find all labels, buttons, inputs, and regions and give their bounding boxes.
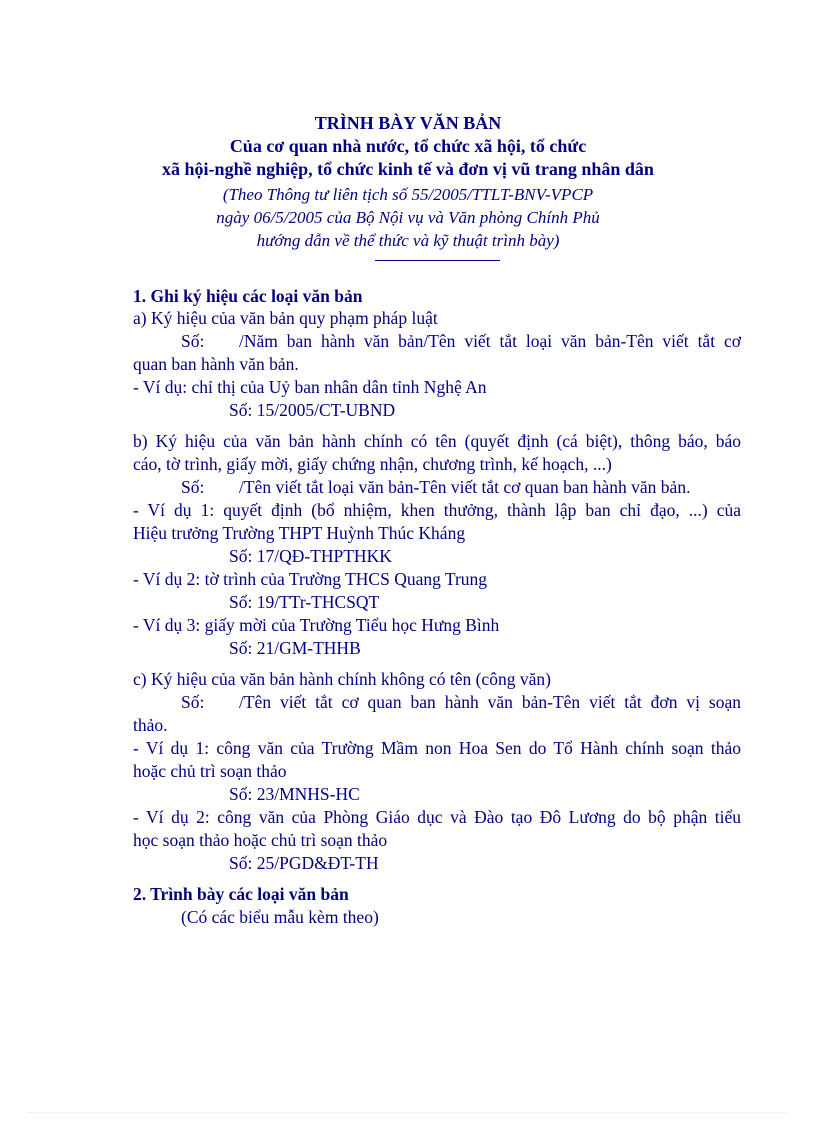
item-a-example-number: Số: 15/2005/CT-UBND [229, 400, 396, 420]
section-2-note: (Có các biểu mẫu kèm theo) [181, 907, 379, 927]
item-b-example-3: - Ví dụ 3: giấy mời của Trường Tiểu học Hưng Bình [133, 615, 500, 635]
legal-basis-line-2: ngày 06/5/2005 của Bộ Nội vụ và Văn phòng Chính Phủ [216, 208, 600, 227]
item-c-format-line-1 [181, 691, 741, 714]
item-c-format-text: /Tên viết tắt cơ quan ban hành văn bản-Tên viết tắt đơn vị soạn [239, 692, 741, 712]
so-label: Số: [181, 692, 205, 712]
header-divider [375, 260, 500, 261]
item-c-example-1-number: Số: 23/MNHS-HC [229, 784, 360, 804]
item-a-format-line-1 [181, 330, 741, 353]
item-b-example-1-number: Số: 17/QĐ-THPTHKK [229, 546, 392, 566]
item-b-example-1-line-2: Hiệu trưởng Trường THPT Huỳnh Thúc Kháng [133, 523, 466, 543]
item-b-example-1-line-1: - Ví dụ 1: quyết định (bổ nhiệm, khen thưởng, thành lập ban chỉ đạo, ...) của [133, 500, 741, 520]
section-1-heading: 1. Ghi ký hiệu các loại văn bản [133, 286, 363, 306]
item-b-example-2-number: Số: 19/TTr-THCSQT [229, 592, 380, 612]
item-c-example-2-number: Số: 25/PGD&ĐT-TH [229, 853, 379, 873]
legal-basis-line-3: hướng dẫn về thể thức và kỹ thuật trình bày) [256, 231, 560, 250]
item-c-example-1-line-1: - Ví dụ 1: công văn của Trường Mầm non Hoa Sen do Tổ Hành chính soạn thảo [133, 738, 741, 758]
item-c-label: c) Ký hiệu của văn bản hành chính không có tên (công văn) [133, 669, 551, 689]
document-title: TRÌNH BÀY VĂN BẢN [314, 113, 502, 133]
item-b-format [181, 476, 741, 499]
document-subtitle-line-1: Của cơ quan nhà nước, tổ chức xã hội, tổ chức [229, 136, 587, 156]
item-a-label: a) Ký hiệu của văn bản quy phạm pháp luật [133, 308, 438, 328]
legal-basis-line-1: (Theo Thông tư liên tịch số 55/2005/TTLT-BNV-VPCP [222, 185, 594, 204]
item-c-example-2-line-1: - Ví dụ 2: công văn của Phòng Giáo dục và Đào tạo Đô Lương do bộ phận tiểu [133, 807, 741, 827]
item-b-format-text: /Tên viết tắt loại văn bản-Tên viết tắt cơ quan ban hành văn bản. [239, 477, 691, 497]
item-a-format-line-2: quan ban hành văn bản. [133, 354, 299, 374]
item-c-example-2-line-2: học soạn thảo hoặc chủ trì soạn thảo [133, 830, 388, 850]
item-c-format-line-2: thảo. [133, 715, 168, 735]
page-bottom-border [28, 1112, 788, 1113]
item-b-label-line-1: b) Ký hiệu của văn bản hành chính có tên (quyết định (cá biệt), thông báo, báo [133, 431, 741, 451]
item-b-example-2: - Ví dụ 2: tờ trình của Trường THCS Quang Trung [133, 569, 488, 589]
document-subtitle-line-2: xã hội-nghề nghiệp, tổ chức kinh tế và đơn vị vũ trang nhân dân [162, 159, 654, 179]
so-label: Số: [181, 477, 205, 497]
item-b-example-3-number: Số: 21/GM-THHB [229, 638, 361, 658]
item-a-format-text: /Năm ban hành văn bản/Tên viết tắt loại văn bản-Tên viết tắt cơ [239, 331, 741, 351]
section-2-heading: 2. Trình bày các loại văn bản [133, 884, 349, 904]
item-a-example: - Ví dụ: chỉ thị của Uỷ ban nhân dân tỉnh Nghệ An [133, 377, 487, 397]
item-b-label-line-2: cáo, tờ trình, giấy mời, giấy chứng nhận, chương trình, kế hoạch, ...) [133, 454, 612, 474]
item-c-example-1-line-2: hoặc chủ trì soạn thảo [133, 761, 287, 781]
so-label: Số: [181, 331, 205, 351]
